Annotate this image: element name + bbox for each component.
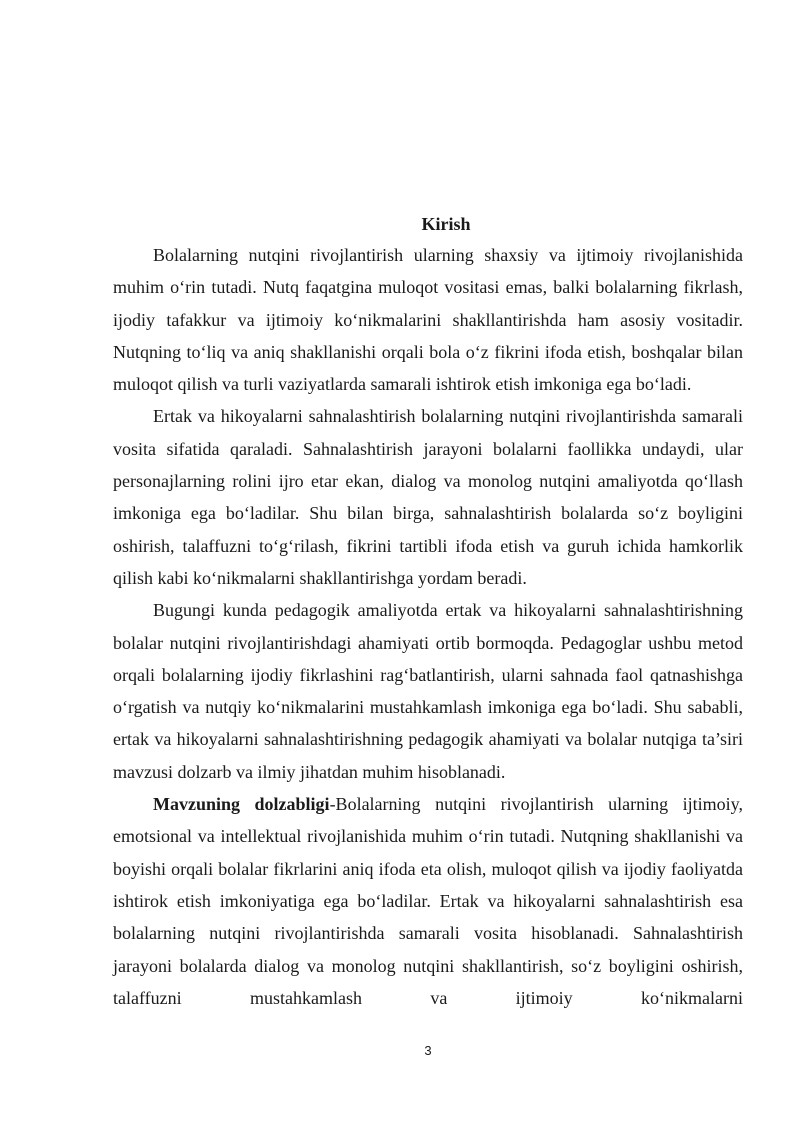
paragraph-3 — [113, 594, 743, 788]
paragraph-2 — [113, 400, 743, 594]
page-number: 3 — [424, 1043, 432, 1058]
paragraph-text: -Bolalarning nutqini rivojlantirish ularning ijtimoiy, emotsional va intellektual rivojlanishida muhim o‘rin tutadi. Nutqning shakllanishi va boyishi orqali bolalar fikrlarini aniq ifoda eta olish, muloqot qilish va ijodiy faoliyatda ishtirok etish imkoniyatiga ega bo‘ladilar. Ertak va hikoyalarni sahnalashtirish esa bolalarning nutqini rivojlantirishda samarali vosita hisoblanadi. Sahnalashtirish jarayoni bolalarda dialog va monolog nutqini shakllantirish, so‘z boyligini oshirish, talaffuzni mustahkamlash va ijtimoiy ko‘nikmalarni — [113, 794, 743, 1008]
paragraph-lead: Mavzuning dolzabligi — [153, 794, 330, 815]
paragraph-text: Ertak va hikoyalarni sahnalashtirish bolalarning nutqini rivojlantirishda samarali vosita sifatida qaraladi. Sahnalashtirish jarayoni bolalarni faollikka undaydi, ular personajlarning rolini ijro etar ekan, dialog va monolog nutqini amaliyotda qo‘llash imkoniga ega bo‘ladilar. Shu bilan birga, sahnalashtirish bolalarda so‘z boyligini oshirish, talaffuzni to‘g‘rilash, fikrini tartibli ifoda etish va guruh ichida hamkorlik qilish kabi ko‘nikmalarni shakllantirishga yordam beradi. — [113, 406, 743, 588]
paragraph-1 — [113, 239, 743, 400]
section-title: Kirish — [421, 214, 471, 234]
paragraph-4 — [113, 788, 743, 1014]
paragraph-text: Bugungi kunda pedagogik amaliyotda ertak va hikoyalarni sahnalashtirishning bolalar nutqini rivojlantirishdagi ahamiyati ortib bormoqda. Pedagoglar ushbu metod orqali bolalarning ijodiy fikrlashini rag‘batlantirish, ularni sahnada faol qatnashishga o‘rgatish va nutqiy ko‘nikmalarini mustahkamlash imkoniga ega bo‘ladi. Shu sababli, ertak va hikoyalarni sahnalashtirishning pedagogik ahamiyati va bolalar nutqiga ta’siri mavzusi dolzarb va ilmiy jihatdan muhim hisoblanadi. — [113, 600, 743, 782]
document-body — [113, 211, 743, 1014]
paragraph-text: Bolalarning nutqini rivojlantirish ularning shaxsiy va ijtimoiy rivojlanishida muhim o‘rin tutadi. Nutq faqatgina muloqot vositasi emas, balki bolalarning fikrlash, ijodiy tafakkur va ijtimoiy ko‘nikmalarini shakllantirishda ham asosiy vositadir. Nutqning to‘liq va aniq shakllanishi orqali bola o‘z fikrini ifoda etish, boshqalar bilan muloqot qilish va turli vaziyatlarda samarali ishtirok etish imkoniga ega bo‘ladi. — [113, 245, 743, 395]
